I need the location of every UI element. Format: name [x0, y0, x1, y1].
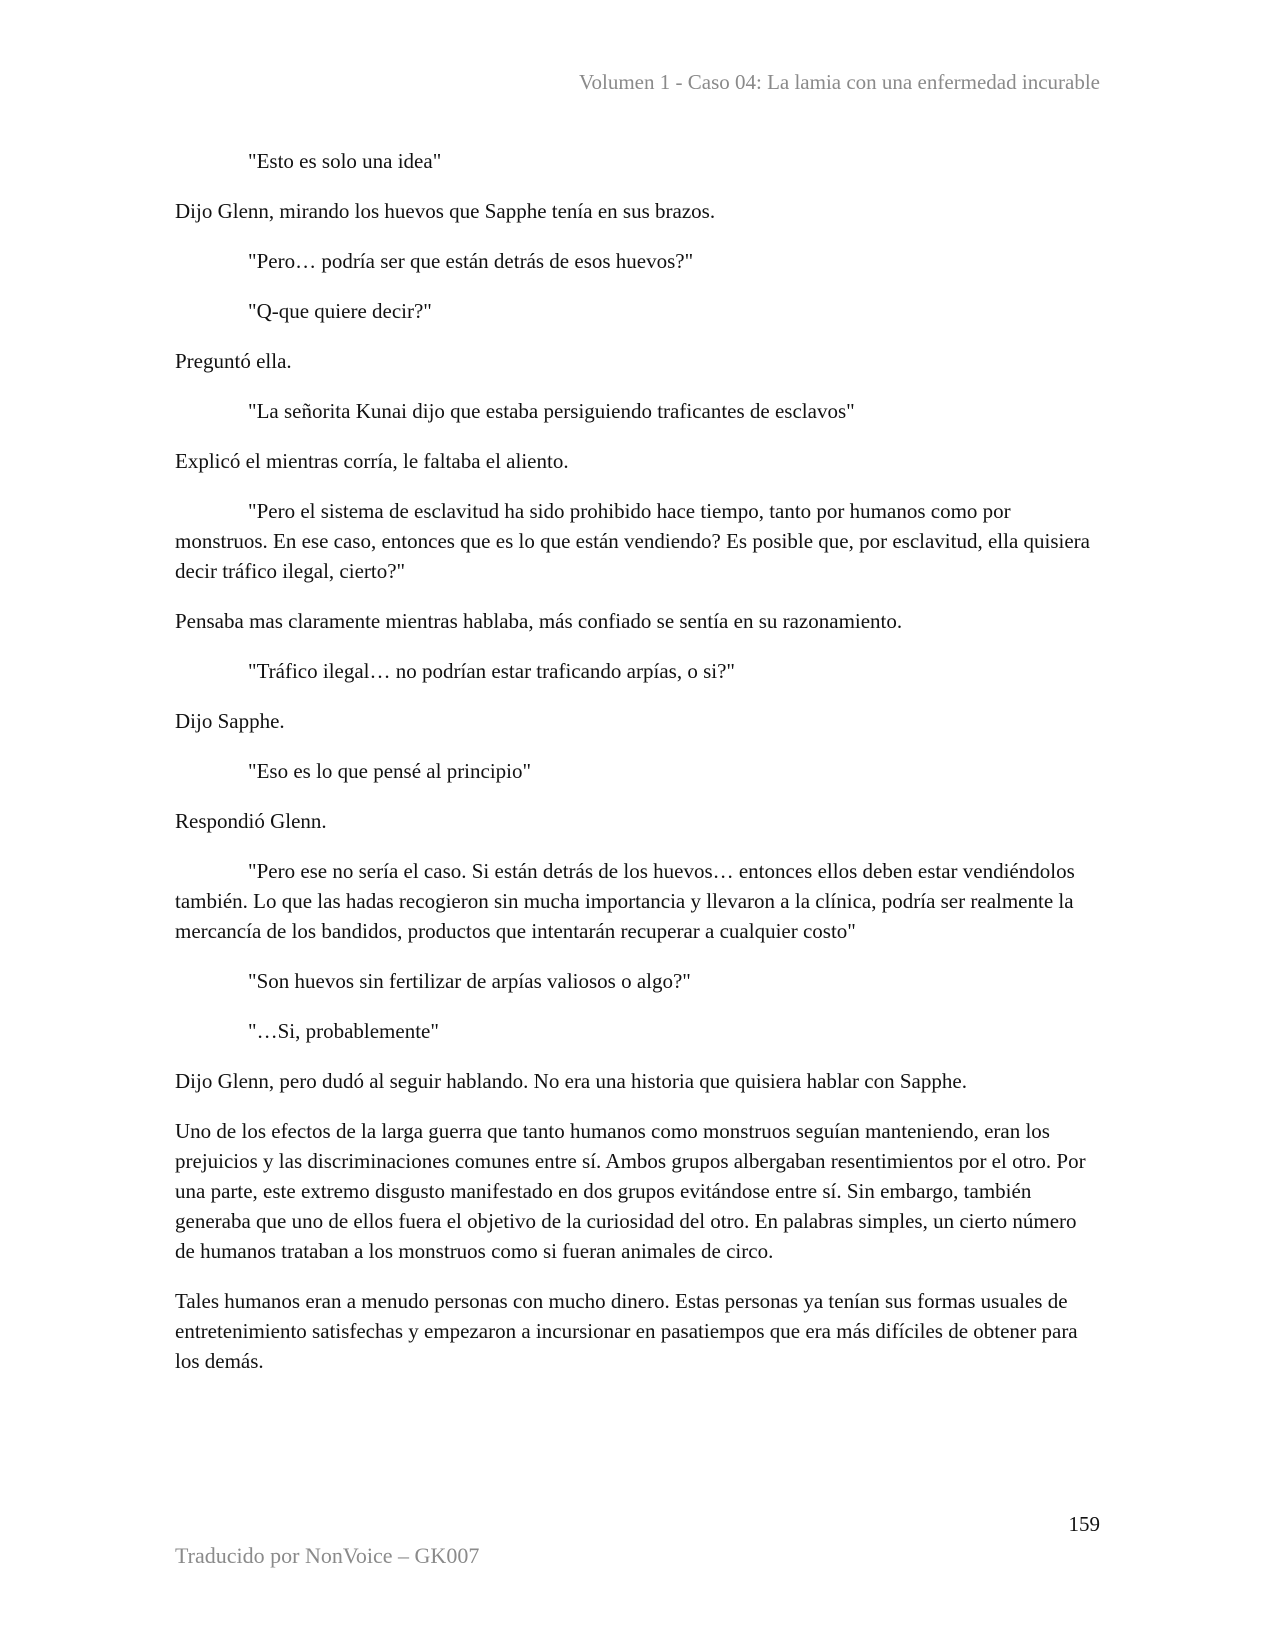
- paragraph: "Esto es solo una idea": [248, 149, 442, 173]
- translator-credit: Traducido por NonVoice – GK007: [175, 1543, 480, 1568]
- paragraph: "Eso es lo que pensé al principio": [248, 759, 532, 783]
- paragraph: "Tráfico ilegal… no podrían estar traficando arpías, o si?": [248, 659, 735, 683]
- paragraph: "La señorita Kunai dijo que estaba persiguiendo traficantes de esclavos": [248, 399, 855, 423]
- paragraph: "…Si, probablemente": [248, 1019, 439, 1043]
- paragraph: "Q-que quiere decir?": [248, 299, 432, 323]
- paragraph: Tales humanos eran a menudo personas con mucho dinero. Estas personas ya tenían sus formas usuales de entretenimiento satisfechas y empezaron a incursionar en pasatiempos que era más difíciles de obtener para los demás.: [175, 1289, 1078, 1373]
- paragraph: "Pero… podría ser que están detrás de esos huevos?": [248, 249, 694, 273]
- paragraph: Uno de los efectos de la larga guerra que tanto humanos como monstruos seguían manteniendo, eran los prejuicios y las discriminaciones comunes entre sí. Ambos grupos albergaban resentimientos por el otro. Por una parte, este extremo disgusto manifestado en dos grupos evitándose entre sí. Sin embargo, también generaba que uno de ellos fuera el objetivo de la curiosidad del otro. En palabras simples, un cierto número de humanos trataban a los monstruos como si fueran animales de circo.: [175, 1119, 1086, 1263]
- paragraph: Dijo Glenn, pero dudó al seguir hablando. No era una historia que quisiera hablar con Sapphe.: [175, 1069, 967, 1093]
- paragraph: Respondió Glenn.: [175, 809, 327, 833]
- paragraph: Dijo Glenn, mirando los huevos que Sapphe tenía en sus brazos.: [175, 199, 716, 223]
- running-header: Volumen 1 - Caso 04: La lamia con una enfermedad incurable: [579, 70, 1100, 94]
- page-number: 159: [1068, 1512, 1100, 1536]
- body-text: [175, 146, 1100, 1396]
- paragraph: "Son huevos sin fertilizar de arpías valiosos o algo?": [248, 969, 691, 993]
- paragraph: "Pero el sistema de esclavitud ha sido prohibido hace tiempo, tanto por humanos como por monstruos. En ese caso, entonces que es lo que están vendiendo? Es posible que, por esclavitud, ella quisiera decir tráfico ilegal, cierto?": [175, 499, 1090, 583]
- paragraph: Dijo Sapphe.: [175, 709, 285, 733]
- paragraph: Preguntó ella.: [175, 349, 292, 373]
- paragraph: Explicó el mientras corría, le faltaba el aliento.: [175, 449, 569, 473]
- paragraph: Pensaba mas claramente mientras hablaba, más confiado se sentía en su razonamiento.: [175, 609, 903, 633]
- paragraph: "Pero ese no sería el caso. Si están detrás de los huevos… entonces ellos deben estar vendiéndolos también. Lo que las hadas recogieron sin mucha importancia y llevaron a la clínica, podría ser realmente la mercancía de los bandidos, productos que intentarán recuperar a cualquier costo": [175, 859, 1075, 943]
